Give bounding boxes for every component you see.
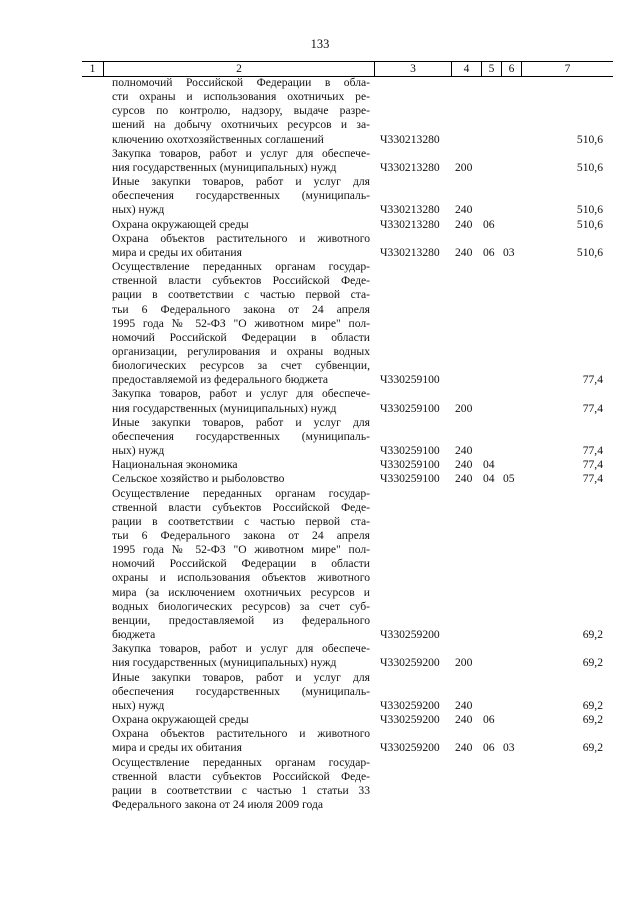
description-line: венции, предоставляемой из федерального: [112, 613, 370, 627]
row-code: Ч330213280: [380, 217, 440, 231]
description-line: ных) нужд: [112, 444, 165, 458]
description-line: предоставляемой из федерального бюджета: [112, 373, 329, 387]
description-line: ственной власти субъектов Российской Феде-: [112, 500, 370, 514]
header-col-6: 6: [508, 63, 515, 75]
row-col-6: 05: [503, 472, 515, 486]
description-line: рации в соответствии с частью 1 статьи 33: [112, 783, 370, 797]
table-row: [0, 147, 640, 175]
row-col-4: 240: [455, 203, 473, 217]
row-amount: 77,4: [582, 472, 603, 486]
row-col-4: 200: [455, 401, 473, 415]
row-col-4: 240: [455, 245, 473, 259]
description-line: охраны и использования объектов животного: [112, 571, 370, 585]
row-code: Ч330259200: [380, 656, 440, 670]
description-line: Осуществление переданных органам государ-: [112, 486, 370, 500]
row-amount: 77,4: [582, 401, 603, 415]
description-line: полномочий Российской Федерации в обла-: [112, 76, 370, 89]
row-code: Ч330259100: [380, 401, 440, 415]
description-line: ния государственных (муниципальных) нужд: [112, 160, 337, 174]
table-row: [0, 727, 640, 755]
row-code: Ч330259100: [380, 472, 440, 486]
description-line: тьи 6 Федерального закона от 24 апреля: [112, 302, 370, 316]
page-number: 133: [310, 37, 330, 51]
description-line: обеспечения государственных (муниципаль-: [112, 684, 370, 698]
row-description: [112, 175, 370, 217]
description-line: водных биологических ресурсов) за счет суб-: [112, 599, 370, 613]
table-row: [0, 416, 640, 458]
description-line: номочий Российской Федерации в области: [112, 330, 370, 344]
row-code: Ч330213280: [380, 160, 440, 174]
row-amount: 77,4: [582, 444, 603, 458]
description-line: обеспечения государственных (муниципаль-: [112, 429, 370, 443]
row-col-4: 240: [455, 217, 473, 231]
row-amount: 510,6: [576, 245, 603, 259]
description-line: ния государственных (муниципальных) нужд: [112, 656, 337, 670]
table-row: [0, 387, 640, 415]
row-description: [112, 416, 370, 458]
row-col-4: 240: [455, 458, 473, 472]
description-line: Федерального закона от 24 июля 2009 года: [112, 797, 324, 811]
table-row: [0, 218, 640, 232]
row-col-5: 06: [483, 713, 495, 727]
description-line: Охрана объектов растительного и животного: [112, 231, 370, 245]
row-col-4: 240: [455, 444, 473, 458]
row-col-5: 06: [483, 741, 495, 755]
description-line: мира и среды их обитания: [112, 741, 242, 755]
description-line: биологических ресурсов за счет субвенции,: [112, 359, 370, 373]
description-line: организации, регулирования и охраны водных: [112, 344, 370, 358]
row-amount: 510,6: [576, 132, 603, 146]
table-row: [0, 487, 640, 643]
row-amount: 69,2: [582, 656, 603, 670]
description-line: Иные закупки товаров, работ и услуг для: [112, 175, 370, 189]
row-col-4: 240: [455, 713, 473, 727]
row-amount: 69,2: [582, 698, 603, 712]
description-line: 1995 года № 52-ФЗ "О животном мире" пол-: [112, 316, 370, 330]
row-description: [112, 727, 370, 755]
row-description: [112, 472, 370, 486]
row-description: [112, 260, 370, 387]
row-description: [112, 642, 370, 670]
description-line: тьи 6 Федерального закона от 24 апреля: [112, 529, 370, 542]
row-description: [112, 232, 370, 260]
header-col-4: 4: [463, 63, 470, 75]
row-description: [112, 671, 370, 713]
table-header: [82, 61, 613, 77]
description-line: Охрана объектов растительного и животного: [112, 727, 370, 741]
row-amount: 69,2: [582, 628, 603, 642]
row-code: Ч330259100: [380, 444, 440, 458]
table-row: [0, 671, 640, 713]
row-code: Ч330213280: [380, 132, 440, 146]
row-description: [112, 713, 370, 727]
table-row: [0, 175, 640, 217]
description-line: сурсов по контролю, надзору, выдаче разре-: [112, 104, 370, 118]
row-col-6: 03: [503, 741, 515, 755]
row-col-4: 200: [455, 656, 473, 670]
row-description: [112, 487, 370, 643]
description-line: Иные закупки товаров, работ и услуг для: [112, 415, 370, 429]
header-col-7: 7: [564, 63, 571, 75]
description-line: Охрана окружающей среды: [112, 217, 249, 231]
row-col-4: 240: [455, 698, 473, 712]
description-line: Национальная экономика: [112, 458, 238, 472]
row-description: [112, 218, 370, 232]
header-col-1: 1: [89, 63, 96, 75]
row-description: [112, 756, 370, 813]
row-amount: 510,6: [576, 160, 603, 174]
row-col-4: 240: [455, 741, 473, 755]
description-line: мира и среды их обитания: [112, 245, 242, 259]
description-line: сти охраны и использования охотничьих ре-: [112, 90, 370, 104]
table-row: [0, 713, 640, 727]
description-line: Охрана окружающей среды: [112, 713, 249, 727]
table-row: [0, 472, 640, 486]
row-description: [112, 147, 370, 175]
row-code: Ч330259200: [380, 741, 440, 755]
description-line: бюджета: [112, 628, 156, 642]
description-line: Закупка товаров, работ и услуг для обеспече-: [112, 642, 370, 656]
description-line: ственной власти субъектов Российской Феде-: [112, 769, 370, 783]
table-row: [0, 458, 640, 472]
description-line: ключению охотхозяйственных соглашений: [112, 132, 324, 146]
description-line: Сельское хозяйство и рыболовство: [112, 472, 285, 486]
row-col-4: 200: [455, 160, 473, 174]
description-line: ния государственных (муниципальных) нужд: [112, 401, 337, 415]
row-col-5: 06: [483, 245, 495, 259]
row-code: Ч330259200: [380, 698, 440, 712]
description-line: рации в соответствии с частью первой ста-: [112, 288, 370, 302]
row-amount: 510,6: [576, 203, 603, 217]
description-line: обеспечения государственных (муниципаль-: [112, 189, 370, 203]
header-col-2: 2: [236, 63, 242, 75]
header-col-3: 3: [410, 63, 416, 75]
row-col-4: 240: [455, 472, 473, 486]
row-amount: 510,6: [576, 217, 603, 231]
description-line: шений на добычу охотничьих ресурсов и за-: [112, 118, 370, 132]
row-code: Ч330259100: [380, 373, 440, 387]
row-description: [112, 387, 370, 415]
row-amount: 69,2: [582, 713, 603, 727]
description-line: Закупка товаров, работ и услуг для обеспече-: [112, 387, 370, 401]
description-line: ных) нужд: [112, 698, 165, 712]
row-code: Ч330259200: [380, 628, 440, 642]
row-code: Ч330259100: [380, 458, 440, 472]
table-row: [0, 756, 640, 813]
row-amount: 77,4: [582, 458, 603, 472]
header-col-5: 5: [488, 63, 495, 75]
row-code: Ч330259200: [380, 713, 440, 727]
description-line: Иные закупки товаров, работ и услуг для: [112, 670, 370, 684]
description-line: ных) нужд: [112, 203, 165, 217]
table-row: [0, 76, 640, 147]
description-line: мира (за исключением охотничьих ресурсов и: [112, 585, 370, 599]
row-code: Ч330213280: [380, 245, 440, 259]
description-line: 1995 года № 52-ФЗ "О животном мире" пол-: [112, 543, 370, 557]
row-col-5: 04: [483, 472, 495, 486]
row-col-6: 03: [503, 245, 515, 259]
description-line: рации в соответствии с частью первой ста-: [112, 514, 370, 528]
row-amount: 69,2: [582, 741, 603, 755]
row-description: [112, 76, 370, 147]
table-body: [0, 76, 640, 812]
description-line: Закупка товаров, работ и услуг для обеспече-: [112, 146, 370, 160]
table-row: [0, 232, 640, 260]
row-description: [112, 458, 370, 472]
description-line: Осуществление переданных органам государ-: [112, 755, 370, 769]
row-amount: 77,4: [582, 373, 603, 387]
table-row: [0, 642, 640, 670]
row-code: Ч330213280: [380, 203, 440, 217]
description-line: номочий Российской Федерации в области: [112, 557, 370, 571]
row-col-5: 06: [483, 217, 495, 231]
description-line: Осуществление переданных органам государ-: [112, 260, 370, 274]
table-row: [0, 260, 640, 387]
row-col-5: 04: [483, 458, 495, 472]
description-line: ственной власти субъектов Российской Феде-: [112, 274, 370, 288]
